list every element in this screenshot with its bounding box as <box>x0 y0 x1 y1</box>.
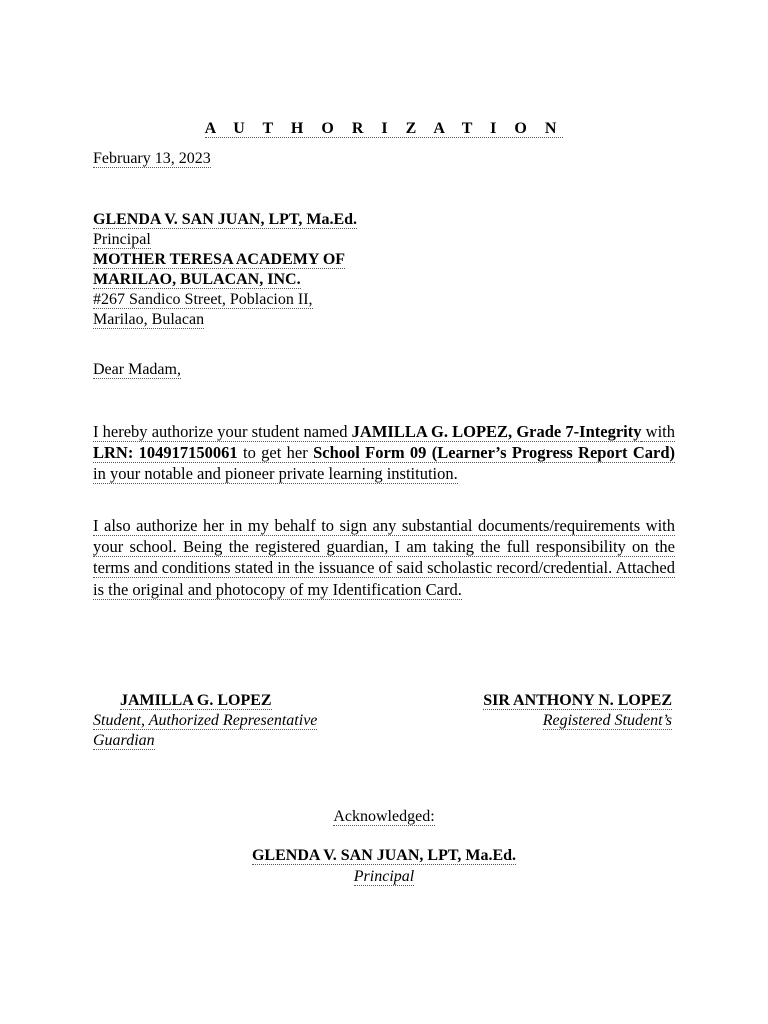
student-role-text: Student, Authorized Representative <box>93 712 318 729</box>
acknowledged-name <box>0 846 768 866</box>
recipient-position-text: Principal <box>93 231 151 248</box>
student-signatory-role <box>93 711 317 731</box>
school-name-line1 <box>93 250 345 270</box>
date-text: February 13, 2023 <box>93 150 211 167</box>
salutation <box>93 360 181 380</box>
acknowledged-name-text: GLENDA V. SAN JUAN, LPT, Ma.Ed. <box>251 847 517 864</box>
acknowledged-position <box>0 867 768 887</box>
letter-date <box>93 149 211 169</box>
school-line2-text: MARILAO, BULACAN, INC. <box>93 271 301 288</box>
p1-text-1: I hereby authorize your student named <box>93 422 352 441</box>
authorization-paragraph-2 <box>93 515 675 600</box>
letter-title-text: A U T H O R I Z A T I O N <box>204 120 564 137</box>
guardian-role-text: Registered Student’s <box>542 712 672 729</box>
guardian-signatory-role-continued <box>93 731 155 751</box>
guardian-signatory-name <box>483 691 672 711</box>
letter-title <box>0 118 768 140</box>
address-line2 <box>93 310 204 330</box>
recipient-name-text: GLENDA V. SAN JUAN, LPT, Ma.Ed. <box>93 211 358 228</box>
p1-lrn: LRN: 104917150061 <box>93 443 238 463</box>
acknowledged-label <box>0 807 768 827</box>
salutation-text: Dear Madam, <box>93 361 181 378</box>
recipient-name <box>93 210 357 230</box>
acknowledged-label-text: Acknowledged: <box>333 808 435 825</box>
guardian-signatory-role <box>543 711 672 731</box>
p1-text-4: in your notable and pioneer private learning institution. <box>93 464 458 484</box>
student-name-text: JAMILLA G. LOPEZ <box>120 692 272 709</box>
acknowledged-position-text: Principal <box>353 868 415 885</box>
school-name-line2 <box>93 270 301 290</box>
p1-document: School Form 09 (Learner’s Progress Report Card) <box>313 443 676 463</box>
recipient-position <box>93 230 151 250</box>
p2-text: I also authorize her in my behalf to sign any substantial documents/requirements with your school. Being the registered guardian, I am taking the full responsibility on the terms and conditions stated in the issuance of said scholastic record/credential. Attached is the original and photocopy of my Identification Card. <box>93 516 675 599</box>
student-signatory-name <box>120 691 272 711</box>
p1-text-3: to get her <box>237 443 314 463</box>
address-line1 <box>93 290 313 310</box>
address-line1-text: #267 Sandico Street, Poblacion II, <box>93 291 313 308</box>
guardian-role-cont-text: Guardian <box>93 732 155 749</box>
school-line1-text: MOTHER TERESA ACADEMY OF <box>93 251 346 268</box>
p1-student: JAMILLA G. LOPEZ, Grade 7-Integrity <box>351 422 642 441</box>
p1-text-2: with <box>641 422 675 441</box>
address-line2-text: Marilao, Bulacan <box>93 311 205 328</box>
guardian-name-text: SIR ANTHONY N. LOPEZ <box>483 692 672 709</box>
authorization-paragraph-1 <box>93 421 675 485</box>
